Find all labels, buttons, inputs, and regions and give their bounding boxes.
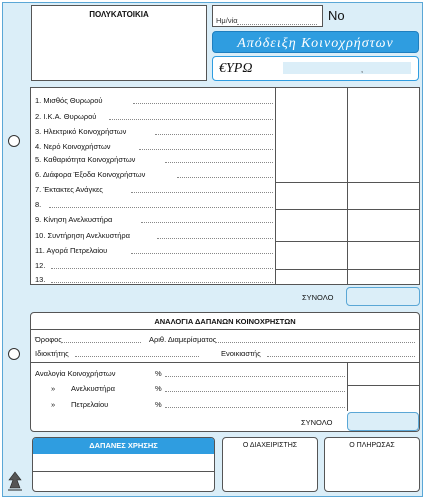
manager-signature-box[interactable] [222,437,318,492]
ditto-mark: » [51,400,56,409]
receipt-title-banner [212,31,419,53]
ratio-common-percent: % [155,369,162,378]
expense-row-label: 4. Νερό Κοινοχρήστων [35,142,111,151]
owner-field[interactable] [75,356,199,357]
ratio-heating-percent: % [155,400,162,409]
floor-field[interactable] [61,342,141,343]
allocation-divider [31,362,419,363]
expenses-col-divider-1 [275,88,276,284]
expenses-amount-divider-3 [275,241,419,242]
expense-row-line[interactable] [139,149,273,150]
ratio-heating-field[interactable] [165,407,345,408]
amount-input-area[interactable] [283,62,411,74]
allocation-section [30,312,420,432]
expense-row-line[interactable] [49,207,273,208]
expense-row-label: 13. [35,275,46,284]
expense-row-label: 3. Ηλεκτρικό Κοινοχρήστων [35,127,127,136]
expense-row-label: 11. Αγορά Πετρελαίου [35,246,108,255]
expense-row-line[interactable] [177,177,273,178]
expense-row-label: 6. Διάφορα Έξοδα Κοινοχρήστων [35,170,146,179]
binder-hole-bottom [8,348,20,360]
allocation-title-divider [31,329,419,330]
expenses-col-divider-2 [347,88,348,284]
ratio-elevator-field[interactable] [165,391,345,392]
ditto-mark: » [51,384,56,393]
ratio-elevator-label: Ανελκυστήρα [71,384,115,393]
expense-row-line[interactable] [109,119,273,120]
expense-row-line[interactable] [131,192,273,193]
date-label: Ημ/νία [216,16,238,25]
expenses-total-field[interactable] [346,287,420,306]
publisher-logo-icon [6,470,24,492]
tenant-label: Ενοικιαστής [221,349,261,358]
expense-row-label: 1. Μισθός Θυρωρού [35,96,103,105]
expense-row-label: 10. Συντήρηση Ανελκυστήρα [35,231,130,240]
binder-hole-top [8,135,20,147]
floor-label: Όροφος [35,335,62,344]
date-field[interactable] [212,5,323,27]
expense-row-label: 8. [35,200,42,209]
expense-row-label: 5. Καθαριότητα Κοινοχρήστων [35,155,136,164]
expenses-table [30,87,420,285]
apartment-number-field[interactable] [215,342,415,343]
expense-row-line[interactable] [51,268,273,269]
expense-row-line[interactable] [157,238,273,239]
allocation-title: ΑΝΑΛΟΓΙΑ ΔΑΠΑΝΩΝ ΚΟΙΝΟΧΡΗΣΤΩΝ [154,317,296,326]
usage-expenses-divider [33,471,214,472]
manager-label: Ο ΔΙΑΧΕΙΡΙΣΤΗΣ [242,442,298,449]
usage-expenses-header [33,438,214,454]
expense-row-label: 12. [35,261,46,270]
usage-expenses-label: ΔΑΠΑΝΕΣ ΧΡΗΣΗΣ [89,441,158,450]
ratio-amount-divider [347,385,419,386]
expense-row-label: 2. Ι.Κ.Α. Θυρωρού [35,112,97,121]
expense-row-line[interactable] [155,134,273,135]
expenses-total-label: ΣΥΝΟΛΟ [302,293,334,302]
owner-label: Ιδιοκτήτης [35,349,69,358]
building-label: ΠΟΛΥΚΑΤΟΙΚΙΑ [89,10,149,19]
expense-row-line[interactable] [131,253,273,254]
allocation-total-label: ΣΥΝΟΛΟ [301,418,333,427]
payer-signature-box[interactable] [324,437,420,492]
expense-row-line[interactable] [51,282,273,283]
expense-row-line[interactable] [133,103,273,104]
ratio-heating-label: Πετρελαίου [71,400,109,409]
expenses-amount-divider-4 [275,269,419,270]
expense-row-label: 9. Κίνηση Ανελκυστήρα [35,215,113,224]
ratio-common-field[interactable] [165,376,345,377]
amount-field[interactable] [212,56,419,81]
building-box[interactable] [31,5,207,81]
ratio-elevator-percent: % [155,384,162,393]
expense-row-line[interactable] [165,162,273,163]
expenses-amount-divider-1 [275,182,419,183]
decimal-separator: , [361,65,364,74]
number-label: Νο [328,8,345,23]
expenses-amount-divider-2 [275,209,419,210]
usage-expenses-box[interactable] [32,437,215,492]
currency-label: €ΥΡΩ [219,61,253,76]
date-dotted-line [237,24,317,25]
tenant-field[interactable] [267,356,415,357]
expense-row-label: 7. Έκτακτες Ανάγκες [35,185,103,194]
receipt-title: Απόδειξη Κοινοχρήστων [237,36,394,51]
expense-row-line[interactable] [141,222,273,223]
allocation-total-field[interactable] [347,412,419,431]
apartment-number-label: Αριθ. Διαμερίσματος [149,335,217,344]
ratio-common-label: Αναλογία Κοινοχρήστων [35,369,116,378]
ratio-col-divider [347,362,348,411]
payer-label: Ο ΠΛΗΡΩΣΑΣ [349,442,395,449]
